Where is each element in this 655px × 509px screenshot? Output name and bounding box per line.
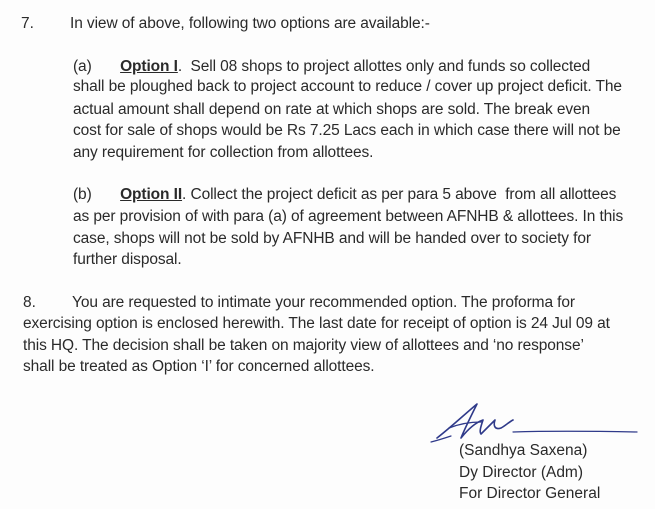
- para-7-intro: In view of above, following two options are available:-: [70, 15, 430, 32]
- option-b-line: further disposal.: [73, 251, 182, 268]
- option-b-title: Option II: [120, 186, 183, 203]
- option-a-line: actual amount shall depend on rate at which shops are sold. The break even: [73, 101, 591, 118]
- option-b-marker: (b): [73, 186, 92, 203]
- option-b-line: as per provision of with para (a) of agreement between AFNHB & allottees. In this: [73, 208, 624, 225]
- signatory-name: (Sandhya Saxena): [459, 442, 588, 459]
- option-a-line: cost for sale of shops would be Rs 7.25 Lacs each in which case there will not be: [73, 122, 621, 139]
- para-8-number: 8.: [23, 294, 36, 311]
- signatory-designation: Dy Director (Adm): [459, 464, 584, 481]
- para-8-first-line: You are requested to intimate your recommended option. The proforma for: [72, 294, 575, 311]
- option-a-first-line-rest: Sell 08 shops to project allottes only and funds so collected: [182, 58, 591, 75]
- option-b-title-suffix: .: [182, 186, 187, 203]
- option-a-title-suffix: .: [177, 58, 183, 75]
- option-b-first-line: [73, 185, 616, 205]
- option-b-line: case, shops will not be sold by AFNHB and will be handed over to society for: [73, 230, 591, 247]
- option-a-line: any requirement for collection from allottees.: [73, 144, 374, 161]
- signatory-for-line: For Director General: [459, 485, 601, 502]
- option-a-line: shall be ploughed back to project account to reduce / cover up project deficit. The: [73, 78, 622, 95]
- para-8-line: exercising option is enclosed herewith. The last date for receipt of option is 24 Jul 09 at: [23, 315, 610, 332]
- para-8-line: shall be treated as Option ‘I’ for concerned allottees.: [23, 358, 375, 375]
- option-a-marker: (a): [73, 58, 92, 75]
- option-a-first-line: [73, 57, 590, 77]
- option-a-title: Option I: [120, 58, 178, 75]
- para-8-line: this HQ. The decision shall be taken on majority view of allottees and ‘no response’: [23, 337, 584, 354]
- para-7-number: 7.: [21, 15, 34, 32]
- option-b-first-line-rest: Collect the project deficit as per para 5 above from all allottees: [186, 186, 617, 203]
